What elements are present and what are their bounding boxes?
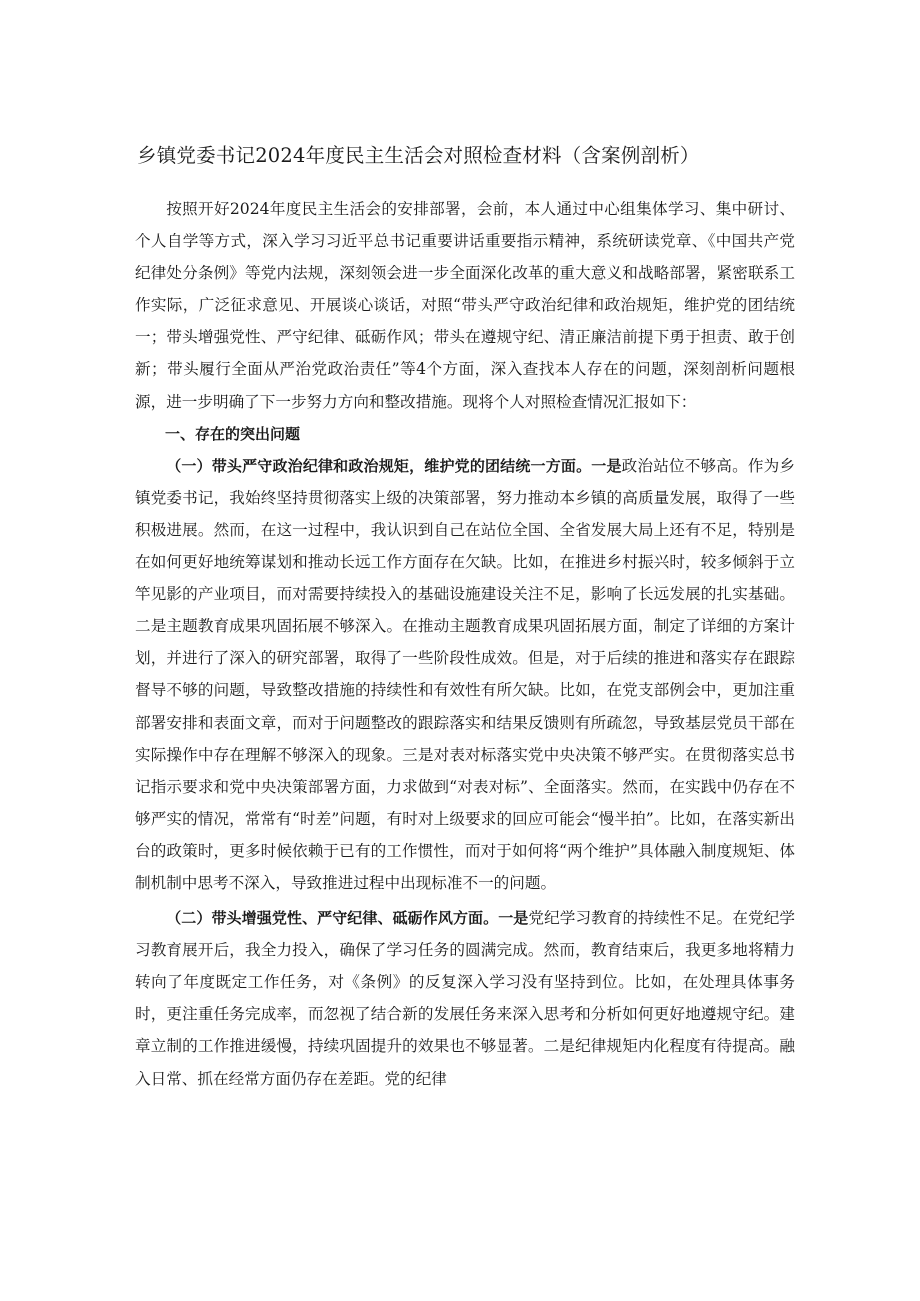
part2-paragraph bbox=[135, 902, 795, 1095]
document-body bbox=[135, 193, 795, 1095]
part2-text: 党纪学习教育的持续性不足。在党纪学习教育展开后，我全力投入，确保了学习任务的圆满完成。然而，教育结束后，我更多地将精力转向了年度既定工作任务，对《条例》的反复深入学习没有坚持到位。比如，在处理具体事务时，更注重任务完成率，而忽视了结合新的发展任务来深入思考和分析如何更好地遵规守纪。建章立制的工作推进缓慢，持续巩固提升的效果也不够显著。二是纪律规矩内化程度有待提高。融入日常、抓在经常方面仍存在差距。党的纪律 bbox=[135, 909, 795, 1088]
intro-paragraph: 按照开好2024年度民主生活会的安排部署，会前，本人通过中心组集体学习、集中研讨、个人自学等方式，深入学习习近平总书记重要讲话重要指示精神，系统研读党章、《中国共产党纪律处分条例》等党内法规，深刻领会进一步全面深化改革的重大意义和战略部署，紧密联系工作实际，广泛征求意见、开展谈心谈话，对照“带头严守政治纪律和政治规矩，维护党的团结统一；带头增强党性、严守纪律、砥砺作风；带头在遵规守纪、清正廉洁前提下勇于担责、敢于创新；带头履行全面从严治党政治责任”等4个方面，深入查找本人存在的问题，深刻剖析问题根源，进一步明确了下一步努力方向和整改措施。现将个人对照检查情况汇报如下： bbox=[135, 200, 795, 411]
part2-lead: （二）带头增强党性、严守纪律、砥砺作风方面。一是 bbox=[166, 909, 529, 928]
part1-text: 政治站位不够高。作为乡镇党委书记，我始终坚持贯彻落实上级的决策部署，努力推动本乡镇的高质量发展，取得了一些积极进展。然而，在这一过程中，我认识到自己在站位全国、全省发展大局上还有不足，特别是在如何更好地统筹谋划和推动长远工作方面存在欠缺。比如，在推进乡村振兴时，较多倾斜于立竿见影的产业项目，而对需要持续投入的基础设施建设关注不足，影响了长远发展的扎实基础。二是主题教育成果巩固拓展不够深入。在推动主题教育成果巩固拓展方面，制定了详细的方案计划，并进行了深入的研究部署，取得了一些阶段性成效。但是，对于后续的推进和落实存在跟踪督导不够的问题，导致整改措施的持续性和有效性有所欠缺。比如，在党支部例会中，更加注重部署安排和表面文章，而对于问题整改的跟踪落实和结果反馈则有所疏忽，导致基层党员干部在实际操作中存在理解不够深入的现象。三是对表对标落实党中央决策不够严实。在贯彻落实总书记指示要求和党中央决策部署方面，力求做到“对表对标”、全面落实。然而，在实践中仍存在不够严实的情况，常常有“时差”问题，有时对上级要求的回应可能会“慢半拍”。比如，在落实新出台的政策时，更多时候依赖于已有的工作惯性，而对于如何将“两个维护”具体融入制度规矩、体制机制中思考不深入，导致推进过程中出现标准不一的问题。 bbox=[135, 456, 795, 892]
section-heading: 一、存在的突出问题 bbox=[165, 424, 301, 443]
part1-lead: （一）带头严守政治纪律和政治规矩，维护党的团结统一方面。一是 bbox=[166, 456, 622, 475]
part1-paragraph bbox=[135, 450, 795, 899]
document-title: 乡镇党委书记2024年度民主生活会对照检查材料（含案例剖析） bbox=[137, 144, 700, 167]
